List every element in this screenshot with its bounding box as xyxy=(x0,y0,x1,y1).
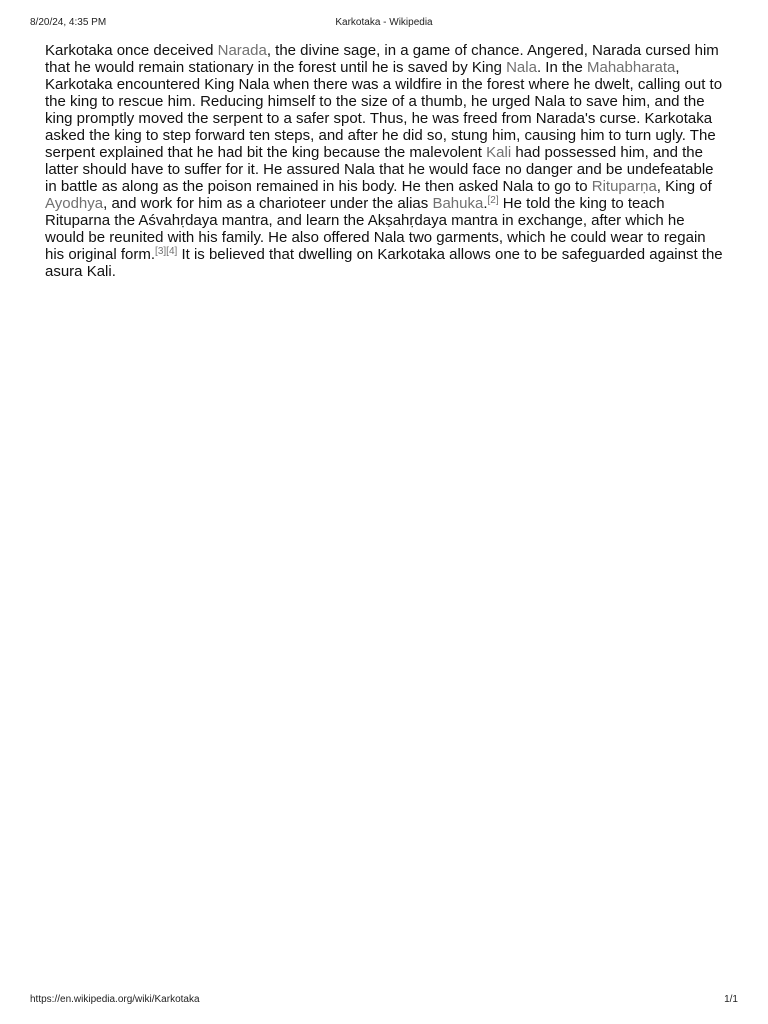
print-header-date: 8/20/24, 4:35 PM xyxy=(30,17,107,28)
citation-ref-4[interactable]: [4] xyxy=(166,246,178,257)
link-kali[interactable]: Kali xyxy=(486,144,512,161)
print-footer-page-number: 1/1 xyxy=(724,994,738,1005)
article-paragraph xyxy=(45,42,725,280)
text-segment: , King of xyxy=(656,178,712,195)
text-segment: , and work for him as a charioteer under the alias xyxy=(103,195,433,212)
text-segment: , Karkotaka encountered King Nala when there was a wildfire in the forest where he dwelt, calling out to the king to rescue him. Reducing himself to the size of a thumb, he urged Nala to save him, and the king promptly moved the serpent to a safer spot. Thus, he was freed from Narada's curse. Karkotaka asked the king to step forward ten steps, and after he did so, stung him, causing him to turn ugly. The serpent explained that he had bit the king because the malevolent xyxy=(45,59,723,161)
citation-ref-2[interactable]: [2] xyxy=(487,195,499,206)
link-ayodhya[interactable]: Ayodhya xyxy=(45,195,104,212)
text-segment: Karkotaka once deceived xyxy=(45,42,218,59)
text-segment: had possessed him, and the latter should have to suffer for it. He assured Nala that he would face no danger and be undefeatable in battle as along as the poison remained in his body. He then asked Nala to go to xyxy=(45,144,714,195)
text-segment: It is believed that dwelling on Karkotaka allows one to be safeguarded against the asura Kali. xyxy=(45,246,723,280)
link-bahuka[interactable]: Bahuka xyxy=(432,195,484,212)
print-footer-url: https://en.wikipedia.org/wiki/Karkotaka xyxy=(30,994,200,1005)
link-narada[interactable]: Narada xyxy=(217,42,267,59)
text-segment: . In the xyxy=(536,59,587,76)
text-segment: . xyxy=(483,195,488,212)
link-mahabharata[interactable]: Mahabharata xyxy=(587,59,676,76)
link-rituparna[interactable]: Rituparṇa xyxy=(591,178,657,195)
text-segment: , the divine sage, in a game of chance. Angered, Narada cursed him that he would remain stationary in the forest until he is saved by King xyxy=(45,42,719,76)
link-nala[interactable]: Nala xyxy=(506,59,537,76)
print-header-title: Karkotaka - Wikipedia xyxy=(335,17,433,28)
citation-ref-3[interactable]: [3] xyxy=(155,246,167,257)
text-segment: He told the king to teach Rituparna the Aśvahṛdaya mantra, and learn the Akṣahṛdaya mantra in exchange, after which he would be reunited with his family. He also offered Nala two garments, which he could wear to regain his original form. xyxy=(45,195,706,263)
